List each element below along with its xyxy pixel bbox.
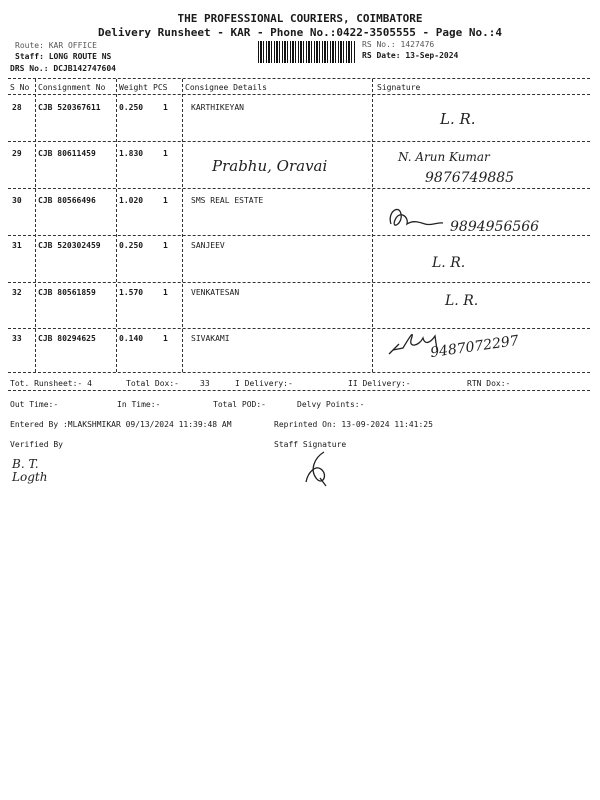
rs-date: RS Date: 13-Sep-2024 <box>362 51 459 60</box>
row-consignment-no: CJB 520367611 <box>38 103 101 112</box>
row-signature: L. R. <box>440 110 476 128</box>
row-pcs: 1 <box>163 334 168 343</box>
ii-delivery: II Delivery:- <box>348 379 411 388</box>
tot-runsheet: Tot. Runsheet:- 4 <box>10 379 92 388</box>
row-weight: 1.830 <box>119 149 144 158</box>
col-header-signature: Signature <box>377 83 421 92</box>
row-consignee-handwritten: Prabhu, Oravai <box>212 157 328 175</box>
rtn-dox: RTN Dox:- <box>467 379 511 388</box>
row-weight: 1.020 <box>119 196 144 205</box>
row-consignee: SIVAKAMI <box>191 334 230 343</box>
row-consignment-no: CJB 520302459 <box>38 241 101 250</box>
verified-by-label: Verified By <box>10 440 63 449</box>
row-signature: L. R. <box>445 293 479 309</box>
drs-number: DRS No.: DCJB142747604 <box>10 64 116 73</box>
route-label: Route: KAR OFFICE <box>15 41 97 50</box>
verified-signature: B. T. Logth <box>12 457 48 484</box>
row-sno: 28 <box>12 103 22 112</box>
row-consignment-no: CJB 80561859 <box>38 288 96 297</box>
row-consignment-no: CJB 80294625 <box>38 334 96 343</box>
summary-rule <box>8 390 590 391</box>
row-weight: 0.250 <box>119 241 144 250</box>
company-title: THE PROFESSIONAL COURIERS, COIMBATORE <box>177 12 423 25</box>
staff-label: Staff: LONG ROUTE NS <box>15 52 112 61</box>
row-pcs: 1 <box>163 241 168 250</box>
row-divider <box>8 188 590 189</box>
row-phone: 9894956566 <box>450 219 540 235</box>
row-phone: 9876749885 <box>425 170 515 186</box>
barcode <box>258 41 356 63</box>
row-signature: N. Arun Kumar <box>398 150 490 164</box>
row-divider <box>8 235 590 236</box>
row-phone: 9487072297 <box>429 332 520 362</box>
table-top-rule <box>8 78 590 79</box>
row-sno: 30 <box>12 196 22 205</box>
col-header-consignment: Consignment No <box>38 83 106 92</box>
entered-by: Entered By :MLAKSHMIKAR 09/13/2024 11:39:48 AM <box>10 420 232 429</box>
row-signature: L. R. <box>432 255 466 271</box>
row-pcs: 1 <box>163 149 168 158</box>
row-consignee: VENKATESAN <box>191 288 240 297</box>
col-header-consignee: Consignee Details <box>185 83 267 92</box>
delvy-points: Delvy Points:- <box>297 400 365 409</box>
rs-number: RS No.: 1427476 <box>362 40 435 49</box>
col-header-pcs: PCS <box>153 83 168 92</box>
row-sno: 32 <box>12 288 22 297</box>
row-consignment-no: CJB 80611459 <box>38 149 96 158</box>
row-weight: 0.250 <box>119 103 144 112</box>
row-pcs: 1 <box>163 288 168 297</box>
row-consignee: SANJEEV <box>191 241 225 250</box>
row-pcs: 1 <box>163 103 168 112</box>
total-dox-value: 33 <box>200 379 210 388</box>
col-header-sno: S No <box>10 83 30 92</box>
row-consignment-no: CJB 80566496 <box>38 196 96 205</box>
row-divider <box>8 141 590 142</box>
reprinted-on: Reprinted On: 13-09-2024 11:41:25 <box>274 420 433 429</box>
staff-signature-scribble <box>300 448 340 490</box>
row-pcs: 1 <box>163 196 168 205</box>
runsheet-title: Delivery Runsheet - KAR - Phone No.:0422-3505555 - Page No.:4 <box>98 26 502 39</box>
row-signature-scribble <box>385 202 445 234</box>
row-sno: 33 <box>12 334 22 343</box>
row-divider <box>8 328 590 329</box>
table-header-rule <box>8 94 590 95</box>
row-divider <box>8 282 590 283</box>
i-delivery: I Delivery:- <box>235 379 293 388</box>
total-pod: Total POD:- <box>213 400 266 409</box>
in-time: In Time:- <box>117 400 161 409</box>
row-sno: 31 <box>12 241 22 250</box>
row-consignee: KARTHIKEYAN <box>191 103 244 112</box>
total-dox-label: Total Dox:- <box>126 379 179 388</box>
row-consignee: SMS REAL ESTATE <box>191 196 264 205</box>
row-sno: 29 <box>12 149 22 158</box>
col-header-weight: Weight <box>119 83 148 92</box>
table-bottom-rule <box>8 372 590 373</box>
out-time: Out Time:- <box>10 400 59 409</box>
row-weight: 1.570 <box>119 288 144 297</box>
staff-signature-label: Staff Signature <box>274 440 347 449</box>
row-weight: 0.140 <box>119 334 144 343</box>
